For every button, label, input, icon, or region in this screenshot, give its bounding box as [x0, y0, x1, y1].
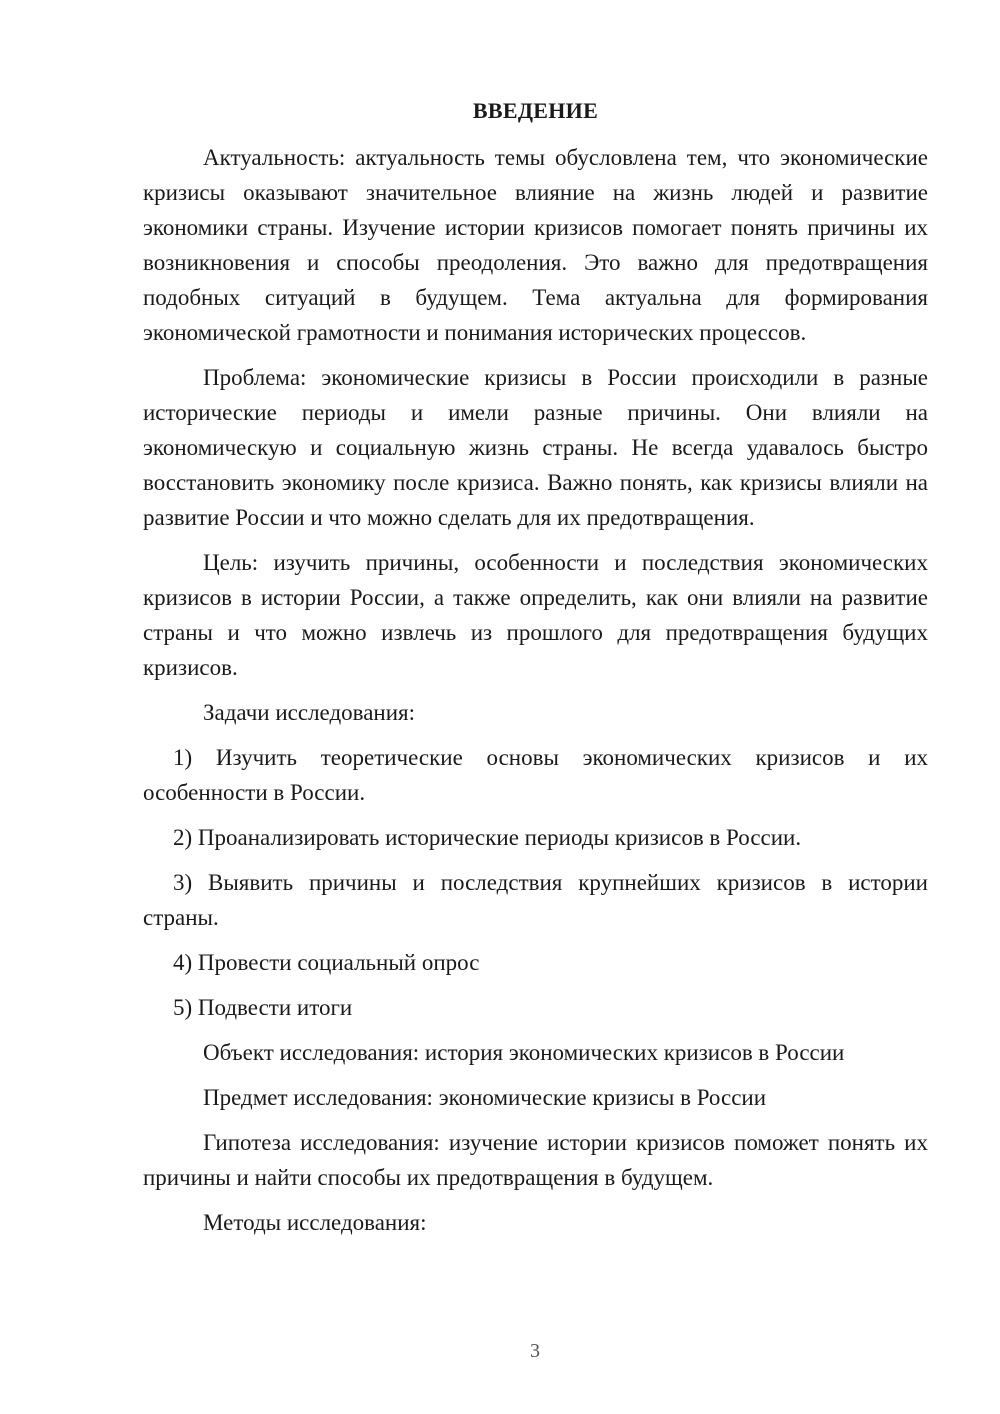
paragraph-subject: Предмет исследования: экономические кризисы в России [203, 1085, 767, 1110]
paragraph-relevance: Актуальность: актуальность темы обусловлена тем, что экономические кризисы оказывают значительное влияние на жизнь людей и развитие экономики страны. Изучение истории кризисов помогает понять причины их возникновения и способы преодоления. Это важно для предотвращения подобных ситуаций в будущем. Тема актуальна для формирования экономической грамотности и понимания исторических процессов. [143, 145, 928, 345]
task-item: 4) Провести социальный опрос [173, 950, 480, 975]
page-number: 3 [530, 1340, 540, 1362]
task-item: 2) Проанализировать исторические периоды кризисов в России. [173, 825, 802, 850]
paragraph-goal: Цель: изучить причины, особенности и последствия экономических кризисов в истории России, а также определить, как они влияли на развитие страны и что можно извлечь из прошлого для предотвращения будущих кризисов. [143, 550, 928, 680]
paragraph-hypothesis: Гипотеза исследования: изучение истории кризисов поможет понять их причины и найти способы их предотвращения в будущем. [143, 1130, 928, 1190]
paragraph-problem: Проблема: экономические кризисы в России происходили в разные исторические периоды и имели разные причины. Они влияли на экономическую и социальную жизнь страны. Не всегда удавалось быстро восстановить экономику после кризиса. Важно понять, как кризисы влияли на развитие России и что можно сделать для их предотвращения. [143, 365, 928, 530]
section-title: ВВЕДЕНИЕ [472, 98, 599, 123]
task-item: 3) Выявить причины и последствия крупнейших кризисов в истории страны. [143, 870, 928, 930]
task-item: 1) Изучить теоретические основы экономических кризисов и их особенности в России. [143, 745, 928, 805]
paragraph-object: Объект исследования: история экономических кризисов в России [203, 1040, 845, 1065]
page-content [143, 96, 928, 1240]
paragraph-methods: Методы исследования: [203, 1210, 427, 1235]
task-item: 5) Подвести итоги [173, 995, 353, 1020]
paragraph-tasks-heading: Задачи исследования: [203, 700, 416, 725]
